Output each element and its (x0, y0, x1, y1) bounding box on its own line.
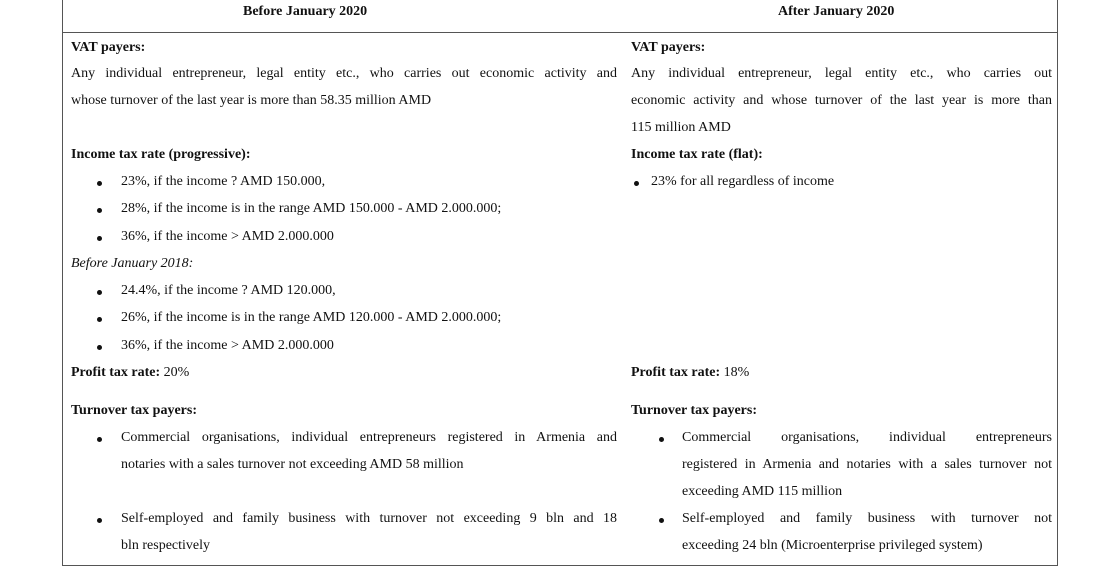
left-vat-line1: Any individual entrepreneur, legal entity etc., who carries out economic activity and (71, 66, 617, 81)
bullet-icon (634, 181, 639, 186)
left-profit-label: Profit tax rate: (71, 365, 161, 380)
right-turnover-item1-line3: exceeding AMD 115 million (682, 484, 843, 499)
left-turnover-item2-line1: Self-employed and family business with turnover not exceeding 9 bln and 18 (121, 511, 617, 526)
right-profit-label: Profit tax rate: (631, 365, 721, 380)
bullet-icon (97, 317, 102, 322)
header-after-2020: After January 2020 (778, 4, 895, 19)
left-turnover-item1-line1: Commercial organisations, individual entrepreneurs registered in Armenia and (121, 430, 617, 445)
right-turnover-item1-line2: registered in Armenia and notaries with a sales turnover not (682, 457, 1052, 472)
right-turnover-item2-line1: Self-employed and family business with turnover not (682, 511, 1052, 526)
bullet-icon (659, 437, 664, 442)
bullet-icon (97, 518, 102, 523)
right-vat-line1: Any individual entrepreneur, legal entity etc., who carries out (631, 66, 1052, 81)
right-vat-line2: economic activity and whose turnover of the last year is more than (631, 93, 1052, 108)
left-profit-value: 20% (160, 365, 190, 380)
left-2018-item: 26%, if the income is in the range AMD 120.000 - AMD 2.000.000; (121, 310, 502, 325)
right-turnover-item2-line2: exceeding 24 bln (Microenterprise privileged system) (682, 538, 983, 553)
bullet-icon (97, 236, 102, 241)
header-before-2020: Before January 2020 (243, 4, 368, 19)
right-income-title: Income tax rate (flat): (631, 147, 763, 162)
left-vat-line2: whose turnover of the last year is more than 58.35 million AMD (71, 93, 432, 108)
left-turnover-item2-line2: bln respectively (121, 538, 211, 553)
left-income-item: 36%, if the income > AMD 2.000.000 (121, 229, 334, 244)
left-profit-tax (71, 363, 189, 383)
left-2018-item: 36%, if the income > AMD 2.000.000 (121, 338, 334, 353)
bullet-icon (659, 518, 664, 523)
bullet-icon (97, 181, 102, 186)
table-header-row (63, 0, 1057, 33)
right-vat-line3: 115 million AMD (631, 120, 731, 135)
right-profit-value: 18% (720, 365, 750, 380)
bullet-icon (97, 345, 102, 350)
right-income-item: 23% for all regardless of income (651, 174, 835, 189)
left-income-item: 23%, if the income ? AMD 150.000, (121, 174, 326, 189)
bullet-icon (97, 437, 102, 442)
right-vat-title: VAT payers: (631, 40, 706, 55)
right-turnover-title: Turnover tax payers: (631, 403, 757, 418)
left-turnover-title: Turnover tax payers: (71, 403, 197, 418)
left-2018-item: 24.4%, if the income ? AMD 120.000, (121, 283, 336, 298)
right-turnover-item1-line1: Commercial organisations, individual entrepreneurs (682, 430, 1052, 445)
left-income-title: Income tax rate (progressive): (71, 147, 251, 162)
left-vat-title: VAT payers: (71, 40, 146, 55)
left-income-item: 28%, if the income is in the range AMD 150.000 - AMD 2.000.000; (121, 201, 502, 216)
right-profit-tax (631, 363, 749, 383)
bullet-icon (97, 290, 102, 295)
left-before-2018-label: Before January 2018: (71, 256, 194, 271)
bullet-icon (97, 208, 102, 213)
left-turnover-item1-line2: notaries with a sales turnover not exceeding AMD 58 million (121, 457, 464, 472)
